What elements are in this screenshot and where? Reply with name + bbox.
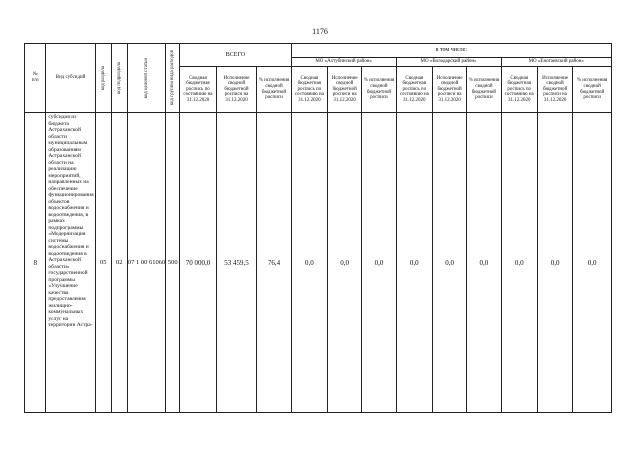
row-mo2-pct: 0,0	[467, 113, 501, 413]
row-expense-group: 500	[166, 113, 180, 413]
header-mo3-pct: % исполнения сводной бюджетной росписи	[573, 67, 612, 113]
header-mo1-exec: Исполнение сводной бюджетной росписи на 31.12.2020	[328, 67, 362, 113]
row-mo1-exec: 0,0	[328, 113, 362, 413]
header-mo2-exec: Исполнение сводной бюджетной росписи на 31.12.2020	[432, 67, 466, 113]
header-including: в том числе:	[291, 44, 611, 58]
row-description: субсидия из бюджета Астраханской области муниципальным образованиям Астраханской области на реализацию мероприятий, направленных на обеспечение функционирования объектов водоснабжения и водоотведения, в рамках подпрограммы «Модернизация системы водоснабжения и водоотведения в Астраханской области» государственной программы «Улучшение качества предоставления жилищно-коммунальных услуг на территории Астра-	[46, 113, 95, 413]
header-subsection-code-text: код подраздела	[116, 62, 122, 94]
row-mo2-exec: 0,0	[432, 113, 466, 413]
header-mo3: МО «Енотаевский район»	[501, 58, 611, 67]
header-target-code	[127, 44, 166, 113]
header-num: № п/п	[25, 44, 46, 113]
table-row	[25, 113, 612, 413]
header-total: ВСЕГО	[180, 44, 291, 67]
header-subsection-code	[111, 44, 127, 113]
budget-table	[24, 43, 612, 413]
header-expense-group-code-text: код группы вида расходов	[170, 50, 176, 106]
row-mo3-pct: 0,0	[573, 113, 612, 413]
header-expense-group-code	[166, 44, 180, 113]
page-number: 1176	[312, 27, 328, 36]
header-section-code	[95, 44, 111, 113]
header-mo2-pct: % исполнения сводной бюджетной росписи	[467, 67, 501, 113]
row-total-pct: 76,4	[257, 113, 291, 413]
row-mo1-plan: 0,0	[291, 113, 327, 413]
header-subsidy-type: Вид субсидий	[46, 44, 95, 113]
row-subsection: 02	[111, 113, 127, 413]
row-mo2-plan: 0,0	[396, 113, 432, 413]
header-mo1: МО «Ахтубинский район»	[291, 58, 396, 67]
row-num: 8	[25, 113, 46, 413]
header-mo3-plan: Сводная бюджетная роспись по состоянию на 31.12.2020	[501, 67, 537, 113]
header-target-code-text: код целевой статьи	[144, 57, 150, 99]
row-mo3-exec: 0,0	[537, 113, 572, 413]
header-mo3-exec: Исполнение сводной бюджетной росписи на 31.12.2020	[537, 67, 572, 113]
header-mo1-pct: % исполнения сводной бюджетной росписи	[362, 67, 396, 113]
row-section: 05	[95, 113, 111, 413]
row-total-exec: 53 459,5	[216, 113, 257, 413]
header-total-pct: % исполнения сводной бюджетной росписи	[257, 67, 291, 113]
row-total-plan: 70 000,0	[180, 113, 216, 413]
row-target: 07 1 00 61060	[127, 113, 166, 413]
header-mo2: МО «Володарский район»	[396, 58, 501, 67]
row-mo1-pct: 0,0	[362, 113, 396, 413]
header-total-plan: Сводная бюджетная роспись по состоянию на 31.12.2020	[180, 67, 216, 113]
header-mo2-plan: Сводная бюджетная роспись по состоянию на 31.12.2020	[396, 67, 432, 113]
row-mo3-plan: 0,0	[501, 113, 537, 413]
header-section-code-text: код раздела	[100, 65, 106, 91]
header-mo1-plan: Сводная бюджетная роспись по состоянию на 31.12.2020	[291, 67, 327, 113]
header-total-exec: Исполнение сводной бюджетной росписи на 31.12.2020	[216, 67, 257, 113]
